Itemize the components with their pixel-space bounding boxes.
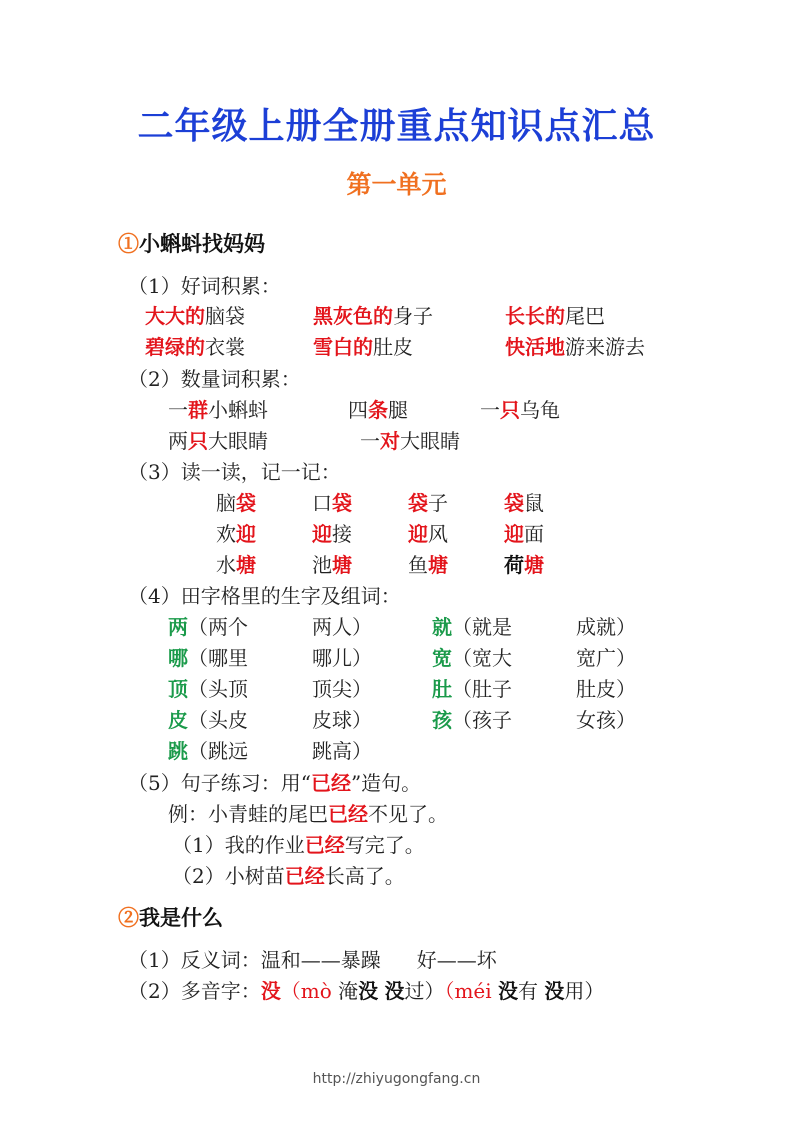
good-words-heading: （1）好词积累：: [128, 274, 281, 298]
quantifier-3: 一只乌龟: [480, 398, 560, 422]
good-word-2: 黑灰色的身子: [313, 304, 433, 328]
read-word-1-4: 袋鼠: [504, 491, 544, 515]
char-row-3: 顶（头顶: [168, 677, 248, 701]
char-row-1-right: 就（就是: [432, 615, 512, 639]
read-word-3-2: 池塘: [312, 553, 352, 577]
char-row-3-right-word2: 肚皮）: [576, 677, 636, 701]
char-row-2-word2: 哪儿）: [312, 646, 372, 670]
sentence-1: （1）我的作业已经写完了。: [172, 833, 425, 857]
sentence-practice-heading: （5）句子练习：用“已经”造句。: [128, 771, 422, 795]
antonyms-line: （1）反义词：温和——暴躁 好——坏: [128, 948, 497, 972]
read-word-2-4: 迎面: [504, 522, 544, 546]
char-row-2-right-word2: 宽广）: [576, 646, 636, 670]
polyphone-line: （2）多音字：没（mò 淹没 没过）（méi 没有 没用）: [128, 979, 605, 1003]
circle-number-2: ②: [118, 905, 139, 930]
char-row-4-right-word2: 女孩）: [576, 708, 636, 732]
quantifier-2: 四条腿: [348, 398, 408, 422]
char-row-5-word2: 跳高）: [312, 739, 372, 763]
read-word-2-3: 迎风: [408, 522, 448, 546]
quantifier-1: 一群小蝌蚪: [168, 398, 268, 422]
char-row-4-right: 孩（孩子: [432, 708, 512, 732]
lesson-1-title: 小蝌蚪找妈妈: [139, 231, 265, 256]
sentence-example: 例：小青蛙的尾巴已经不见了。: [168, 802, 448, 826]
read-word-1-1: 脑袋: [216, 491, 256, 515]
char-row-4-word2: 皮球）: [312, 708, 372, 732]
char-row-1: 两（两个: [168, 615, 248, 639]
read-word-3-3: 鱼塘: [408, 553, 448, 577]
lesson-2-heading: [118, 902, 223, 932]
quantifier-heading: （2）数量词积累：: [128, 367, 301, 391]
char-row-2: 哪（哪里: [168, 646, 248, 670]
read-word-3-4: 荷塘: [504, 553, 544, 577]
good-word-4: 碧绿的衣裳: [145, 335, 245, 359]
read-word-2-2: 迎接: [312, 522, 352, 546]
good-word-5: 雪白的肚皮: [313, 335, 413, 359]
footer-url: http://zhiyugongfang.cn: [312, 1071, 481, 1087]
page-title: 二年级上册全册重点知识点汇总: [137, 105, 656, 147]
char-row-3-right: 肚（肚子: [432, 677, 512, 701]
good-word-6: 快活地游来游去: [505, 335, 645, 359]
quantifier-5: 一对大眼睛: [360, 429, 460, 453]
char-row-3-word2: 顶尖）: [312, 677, 372, 701]
read-word-3-1: 水塘: [216, 553, 256, 577]
char-row-4: 皮（头皮: [168, 708, 248, 732]
char-row-2-right: 宽（宽大: [432, 646, 512, 670]
lesson-2-title: 我是什么: [139, 905, 223, 930]
quantifier-4: 两只大眼睛: [168, 429, 268, 453]
char-row-1-word2: 两人）: [312, 615, 372, 639]
read-word-2-1: 欢迎: [216, 522, 256, 546]
good-word-1: 大大的脑袋: [145, 304, 245, 328]
read-word-1-3: 袋子: [408, 491, 448, 515]
circle-number-1: ①: [118, 231, 139, 256]
new-chars-heading: （4）田字格里的生字及组词：: [128, 584, 401, 608]
lesson-1-heading: [118, 228, 265, 258]
read-remember-heading: （3）读一读，记一记：: [128, 460, 341, 484]
good-word-3: 长长的尾巴: [505, 304, 605, 328]
read-word-1-2: 口袋: [312, 491, 352, 515]
char-row-1-right-word2: 成就）: [576, 615, 636, 639]
unit-heading: 第一单元: [346, 170, 447, 199]
sentence-2: （2）小树苗已经长高了。: [172, 864, 405, 888]
char-row-5: 跳（跳远: [168, 739, 248, 763]
